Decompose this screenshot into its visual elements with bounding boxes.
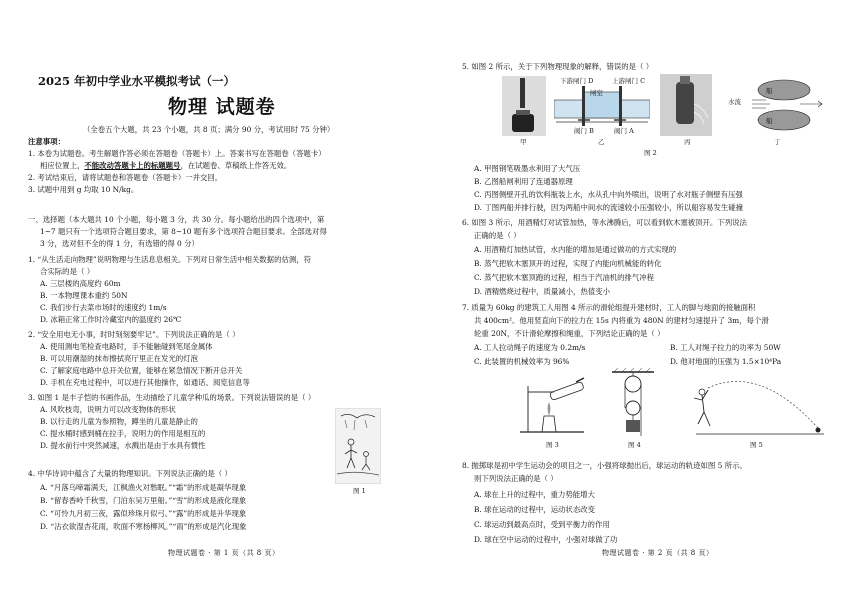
fig2-yi: 乙 xyxy=(598,138,605,146)
figure-5-trajectory xyxy=(690,372,830,438)
q6-option-d: D. 酒精燃烧过程中，质量减小，热值变小 xyxy=(474,287,611,296)
figure-2-caption: 图 2 xyxy=(644,149,657,157)
header-title: 2025 年初中学业水平模拟考试（一） xyxy=(38,74,236,88)
q8-stem-2: 则下列说法正确的是（ ） xyxy=(474,474,558,483)
q3-stem: 3. 如图 1 是丰子恺的书画作品，生动描绘了儿童学种瓜的场景。下列说法错误的是（ ） xyxy=(28,393,316,402)
right-page xyxy=(462,0,848,609)
q2-option-d: D. 手机在充电过程中，可以进行其他操作，如通话、阅览信息等 xyxy=(40,378,250,387)
fig2-ding: 丁 xyxy=(774,138,781,146)
q1-option-d: D. 冰箱正常工作时冷藏室内的温度约 26℃ xyxy=(40,315,182,324)
footer-page-1: 物理试题卷 · 第 1 页（共 8 页） xyxy=(168,549,280,557)
section-1-intro-3: 3 分，选对但不全的得 1 分，有选错的得 0 分） xyxy=(40,239,199,248)
section-1-intro: 一、选择题（本大题共 10 个小题，每小题 3 分，共 30 分。每小题给出的四个选项中，第 xyxy=(28,215,325,224)
q2-option-a: A. 使用测电笔检查电路时，手不能触碰到笔尾金属体 xyxy=(40,342,213,351)
q6-option-c: C. 蒸气把软木塞顶跑的过程，相当于汽油机的排气冲程 xyxy=(474,273,655,282)
q2-option-b: B. 可以用潮湿的抹布擦拭亮厅里正在发光的灯泡 xyxy=(40,354,198,363)
q7-stem-2: 共 400cm²。他用竖直向下的拉力在 15s 内将重为 480N 的建材匀速提升了 3m，每个滑 xyxy=(474,316,769,325)
figure-2-bottle xyxy=(660,74,712,136)
note-3: 3. 试题中用到 g 均取 10 N/kg。 xyxy=(28,185,139,194)
q1-option-b: B. 一本物理课本重约 50N xyxy=(40,291,128,300)
left-page xyxy=(28,0,428,609)
q3-option-d: D. 提水前行中突然减速，水溅出是由于水具有惯性 xyxy=(40,441,206,450)
q6-stem-2: 正确的是（ ） xyxy=(474,231,521,240)
q8-option-c: C. 球运动到最高点时，受到平衡力的作用 xyxy=(474,520,610,529)
figure-1-label: 图 1 xyxy=(353,487,366,495)
q5-stem: 5. 如图 2 所示，关于下列物理现象的解释，错误的是（ ） xyxy=(462,62,654,71)
q4-option-d: D. “沾衣欲湿杏花雨，吹面不寒杨柳风。”“雨”的形成是汽化现象 xyxy=(40,522,247,531)
figure-2-ships xyxy=(730,74,830,138)
q8-option-a: A. 球在上升的过程中，重力势能增大 xyxy=(474,490,595,499)
exam-info: （全卷五个大题，共 23 个小题，共 8 页；满分 90 分，考试用时 75 分钟） xyxy=(83,125,335,134)
q4-stem: 4. 中华诗词中蕴含了大量的物理知识。下列说法正确的是（ ） xyxy=(28,469,232,478)
q8-option-b: B. 球在运动的过程中，运动状态改变 xyxy=(474,505,595,514)
note-1-emphasis: 不能改动答题卡上的标题题号 xyxy=(84,161,181,170)
q1-stem-2: 合实际的是（ ） xyxy=(40,267,95,276)
figure-1-painting xyxy=(335,408,381,484)
section-1-intro-2: 1~7 题只有一个选项符合题目要求，第 8~10 题有多个选项符合题目要求。全部选对得 xyxy=(40,227,327,236)
fig2-label-flow: 水流 xyxy=(728,98,741,106)
q5-option-c: C. 丙图侧壁开孔的饮料瓶装上水，水从孔中向外喷出，说明了水对瓶子侧壁有压强 xyxy=(474,190,743,199)
fig2-label-a: 阀门 A xyxy=(614,127,634,135)
figure-3-test-tube xyxy=(514,372,590,436)
fig2-label-c: 上游闸门 C xyxy=(612,77,646,85)
q5-option-d: D. 丁图两船并排行驶，因为两船中间水的流速较小压强较小，所以船容易发生碰撞 xyxy=(474,203,744,212)
q7-option-d: D. 他对地面的压强为 1.5×10⁴Pa xyxy=(670,357,782,366)
fig2-label-ship2: 船 xyxy=(766,117,773,125)
q7-stem: 7. 质量为 60kg 的建筑工人用图 4 所示的滑轮组提升建材时，工人的脚与地面的接触面积 xyxy=(462,303,756,312)
fig2-label-d: 下游闸门 D xyxy=(560,77,594,85)
note-1-b: 相应位置上， xyxy=(40,161,85,170)
figure-3-label: 图 3 xyxy=(546,441,559,449)
q1-stem: 1. “从生活走向物理”说明物理与生活息息相关。下列对日常生活中相关数据的估测，符 xyxy=(28,255,312,264)
q2-option-c: C. 了解家庭电路中总开关位置，能够在紧急情况下断开总开关 xyxy=(40,366,243,375)
q4-option-b: B. “留春香岭千秋雪，门泊东吴万里船。”“雪”的形成是液化现象 xyxy=(40,496,247,505)
footer-page-2: 物理试题卷 · 第 2 页（共 8 页） xyxy=(602,549,714,557)
q6-option-b: B. 蒸气把软木塞顶开的过程，实现了内能向机械能的转化 xyxy=(474,259,662,268)
q8-stem: 8. 抛掷球是初中学生运动会的项目之一，小强将球抛出后，球运动的轨迹如图 5 所示。 xyxy=(462,461,747,470)
fig2-bing: 丙 xyxy=(684,138,691,146)
q8-option-d: D. 球在空中运动的过程中，小强对球做了功 xyxy=(474,535,618,544)
fig2-label-ship1: 船 xyxy=(766,87,773,95)
note-1-cont xyxy=(40,161,291,171)
q4-option-c: C. “可怜九月初三夜，露似珍珠月似弓。”“露”的形成是升华现象 xyxy=(40,509,247,518)
q6-option-a: A. 用酒精灯加热试管，水内能的增加是通过做功的方式实现的 xyxy=(474,245,677,254)
q7-option-b: B. 工人对绳子拉力的功率为 50W xyxy=(670,343,781,352)
q1-option-a: A. 三层楼的高度约 60m xyxy=(40,279,121,288)
notes-heading: 注意事项： xyxy=(28,137,65,146)
q7-option-c: C. 此装置的机械效率为 96% xyxy=(474,357,570,366)
fig2-jia: 甲 xyxy=(520,138,527,146)
q2-stem: 2. “安全用电无小事，时时刻刻要牢记”。下列说法正确的是（ ） xyxy=(28,330,240,339)
q3-option-a: A. 风吹枝弯，说明力可以改变物体的形状 xyxy=(40,405,176,414)
fig2-label-b: 阀门 B xyxy=(574,127,594,135)
figure-4-label: 图 4 xyxy=(628,441,641,449)
q6-stem: 6. 如图 3 所示，用酒精灯对试管加热，等水沸腾后，可以看到软木塞被顶开。下列说法 xyxy=(462,218,747,227)
figure-4-pulley xyxy=(610,368,656,438)
q3-option-c: C. 提水桶时感到桶在拉手，说明力的作用是相互的 xyxy=(40,429,206,438)
q7-stem-3: 轮重 20N，不计滑轮摩擦和绳重，下列结论正确的是（ ） xyxy=(474,329,665,338)
q1-option-c: C. 我们步行去菜市场时的速度约 1m/s xyxy=(40,303,167,312)
q3-option-b: B. 以行走的儿童为参照物，蹲坐的儿童是静止的 xyxy=(40,417,198,426)
note-2: 2. 考试结束后，请将试题卷和答题卷（答题卡）一并交回。 xyxy=(28,173,223,182)
figure-5-label: 图 5 xyxy=(750,441,763,449)
q5-option-a: A. 甲图钢笔吸墨水利用了大气压 xyxy=(474,164,581,173)
q5-option-b: B. 乙图船闸利用了连通器原理 xyxy=(474,177,573,186)
q4-option-a: A. “月落乌啼霜满天，江枫渔火对愁眠。”“霜”的形成是凝华现象 xyxy=(40,483,247,492)
paper-title: 物理 试题卷 xyxy=(168,96,276,118)
note-1: 1. 本卷为试题卷。考生解题作答必须在答题卷（答题卡）上。答案书写在答题卷（答题卡） xyxy=(28,149,326,158)
fig2-label-room: 闸室 xyxy=(590,89,603,97)
q7-option-a: A. 工人拉动绳子的速度为 0.2m/s xyxy=(474,343,586,352)
note-1-d: ，在试题卷、草稿纸上作答无效。 xyxy=(180,161,292,170)
figure-2-pen xyxy=(502,76,546,136)
